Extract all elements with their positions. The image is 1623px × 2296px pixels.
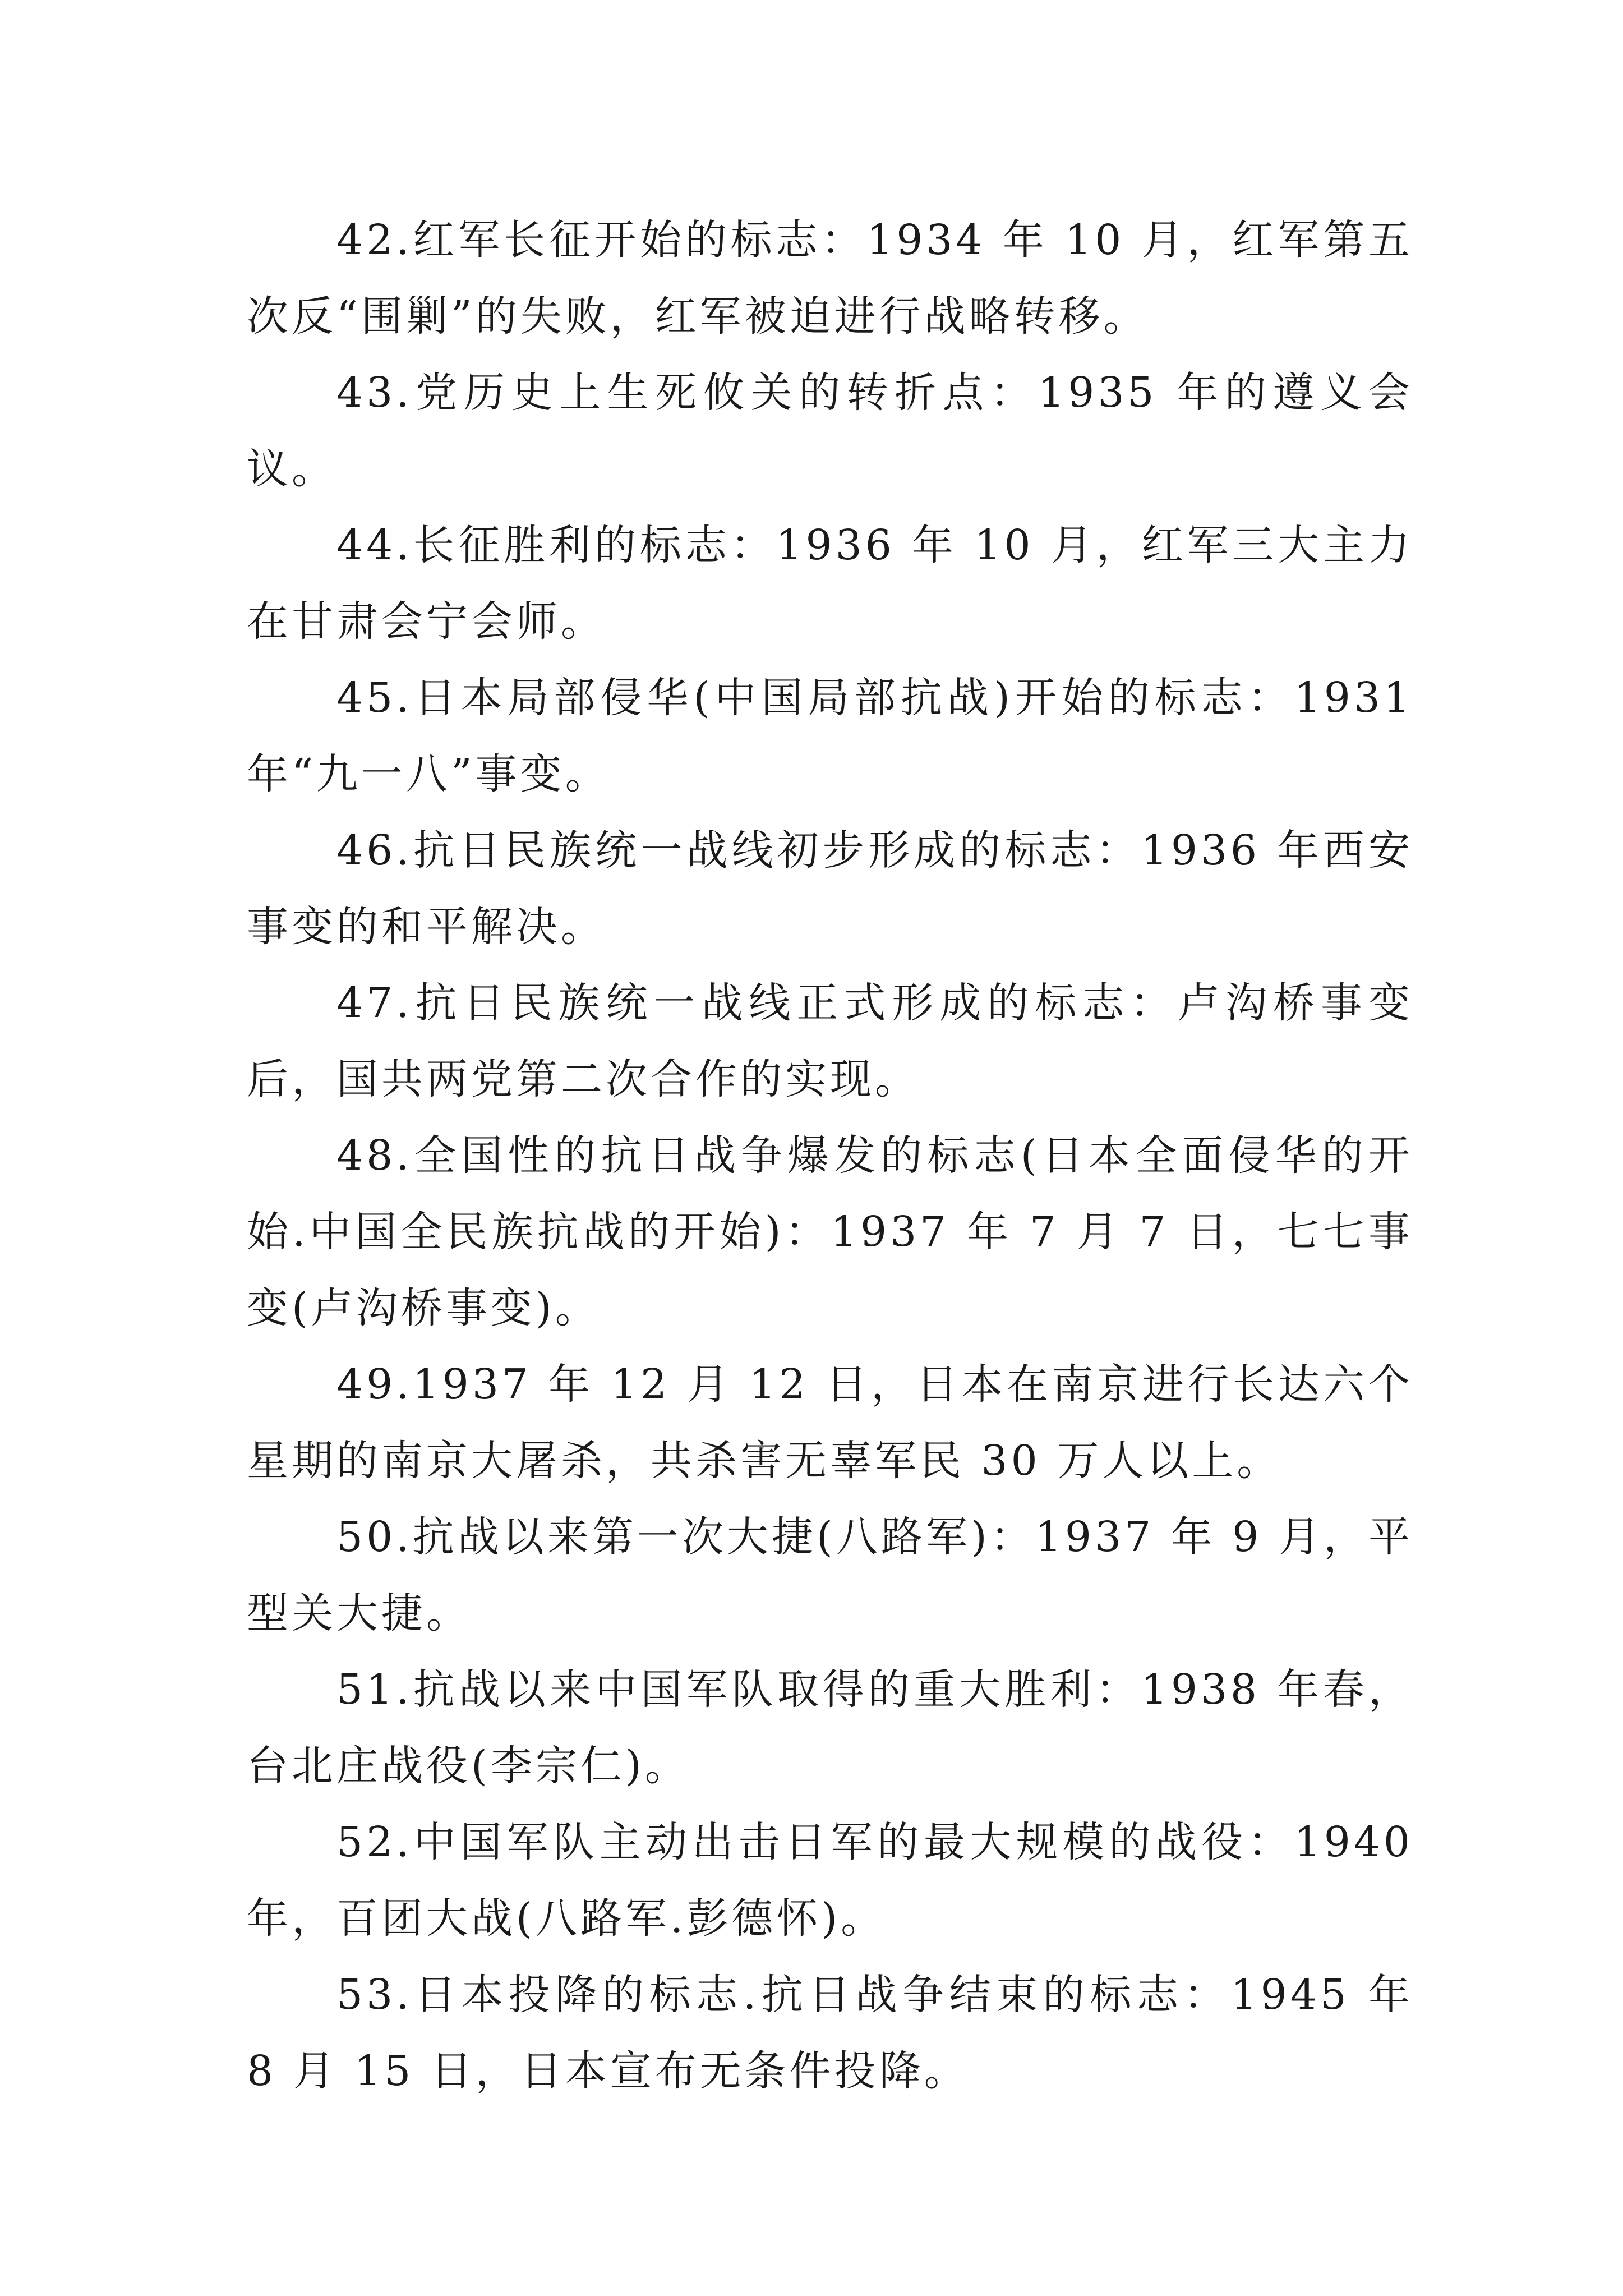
paragraph-48: 48.全国性的抗日战争爆发的标志(日本全面侵华的开始.中国全民族抗战的开始)：1937 年 7 月 7 日，七七事变(卢沟桥事变)。	[247, 1131, 1413, 1332]
paragraph-45: 45.日本局部侵华(中国局部抗战)开始的标志：1931 年“九一八”事变。	[247, 674, 1413, 798]
paragraph-46: 46.抗日民族统一战线初步形成的标志：1936 年西安事变的和平解决。	[247, 826, 1413, 951]
document-body	[247, 202, 1413, 2109]
paragraph-43: 43.党历史上生死攸关的转折点：1935 年的遵义会议。	[247, 369, 1413, 493]
paragraph-42: 42.红军长征开始的标志：1934 年 10 月，红军第五次反“围剿”的失败，红军被迫进行战略转移。	[247, 216, 1413, 341]
paragraph-44: 44.长征胜利的标志：1936 年 10 月，红军三大主力在甘肃会宁会师。	[247, 521, 1413, 646]
paragraph-50: 50.抗战以来第一次大捷(八路军)：1937 年 9 月，平型关大捷。	[247, 1513, 1413, 1637]
paragraph-49: 49.1937 年 12 月 12 日，日本在南京进行长达六个星期的南京大屠杀，共杀害无辜军民 30 万人以上。	[247, 1360, 1413, 1485]
paragraph-47: 47.抗日民族统一战线正式形成的标志：卢沟桥事变后，国共两党第二次合作的实现。	[247, 979, 1413, 1103]
paragraph-52: 52.中国军队主动出击日军的最大规模的战役：1940 年，百团大战(八路军.彭德怀)。	[247, 1818, 1413, 1943]
paragraph-53: 53.日本投降的标志.抗日战争结束的标志：1945 年 8 月 15 日，日本宣布无条件投降。	[247, 1971, 1413, 2095]
paragraph-51: 51.抗战以来中国军队取得的重大胜利：1938 年春，台北庄战役(李宗仁)。	[247, 1665, 1413, 1790]
